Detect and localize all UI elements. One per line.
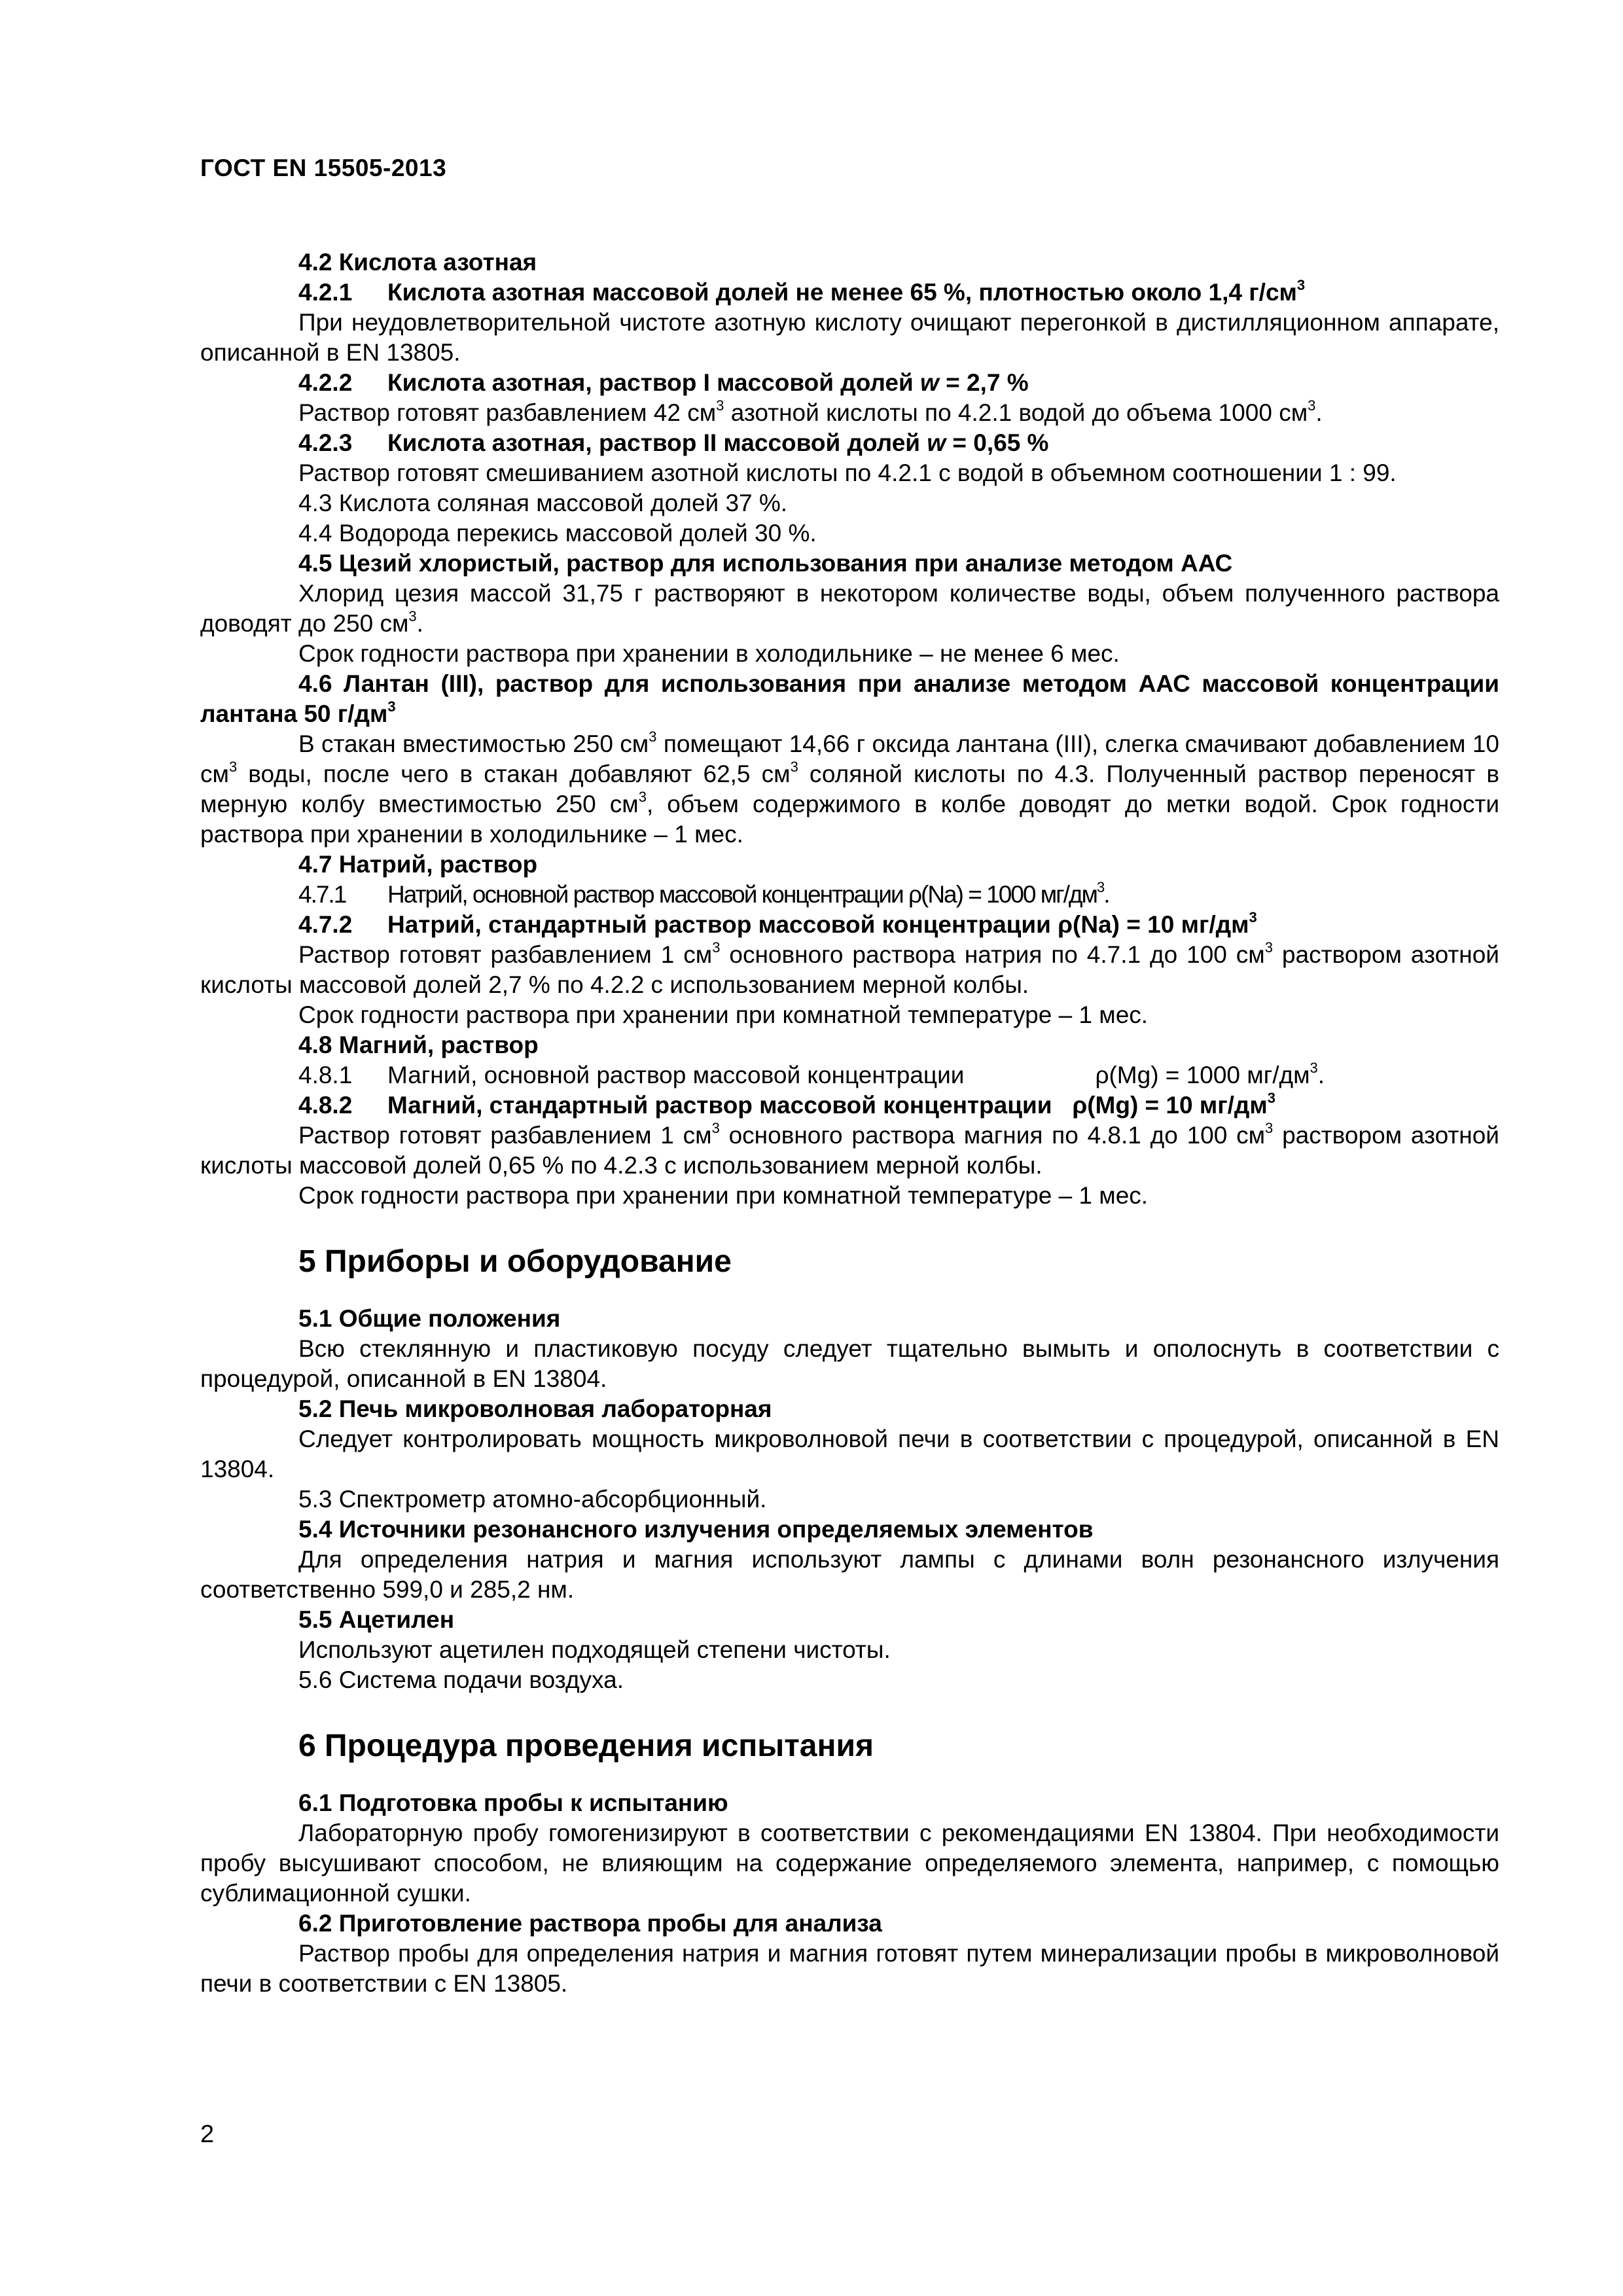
superscript: 3	[649, 728, 657, 745]
text: , объем содержимого в колбе доводят до метки водой. Срок годности раствора при хранении в холодильнике – 1 мес.	[200, 791, 1499, 848]
page-number: 2	[200, 2121, 215, 2148]
paragraph-4-5	[200, 579, 1499, 639]
superscript: 3	[1264, 939, 1273, 956]
text: Раствор готовят разбавлением 1 см	[298, 941, 713, 968]
paragraph-4-2-3: Раствор готовят смешиванием азотной кислоты по 4.2.1 с водой в объемном соотношении 1 : 99.	[298, 459, 1397, 486]
section-number: 4.2.3	[298, 429, 353, 456]
paragraph-4-8-1	[200, 1060, 1499, 1090]
heading-6-1: 6.1 Подготовка пробы к испытанию	[298, 1789, 728, 1816]
paragraph-5-4: Для определения натрия и магния используют лампы с длинами волн резонансного излучения соответственно 599,0 и 285,2 нм.	[200, 1546, 1499, 1603]
heading-4-8-2	[200, 1090, 1499, 1121]
paragraph-4-4: 4.4 Водорода перекись массовой долей 30 %.	[298, 520, 817, 547]
paragraph-5-6: 5.6 Система подачи воздуха.	[298, 1666, 624, 1693]
text: основного раствора магния по 4.8.1 до 100 см	[719, 1122, 1266, 1149]
paragraph-4-6	[200, 729, 1499, 850]
paragraph-4-8-2	[200, 1121, 1499, 1181]
heading-4-2-3	[200, 428, 1499, 458]
paragraph-4-7-2	[200, 940, 1499, 1000]
paragraph-5-1: Всю стеклянную и пластиковую посуду следует тщательно вымыть и ополоснуть в соответствии с процедурой, описанной в EN 13804.	[200, 1335, 1499, 1392]
paragraph-6-2: Раствор пробы для определения натрия и магния готовят путем минерализации пробы в микроволновой печи в соответствии с EN 13805.	[200, 1940, 1499, 1997]
section-number: 4.8.2	[298, 1092, 353, 1119]
variable-w: w	[920, 369, 939, 396]
heading-text: Натрий, стандартный раствор массовой концентрации ρ(Na) = 10 мг/дм	[387, 911, 1249, 938]
superscript: 3	[1296, 277, 1306, 293]
paragraph-4-5-shelf-life: Срок годности раствора при хранении в холодильнике – не менее 6 мес.	[298, 640, 1120, 667]
paragraph-4-2-1: При неудовлетворительной чистоте азотную кислоту очищают перегонкой в дистилляционном аппарате, описанной в EN 13805.	[200, 309, 1499, 366]
heading-4-8: 4.8 Магний, раствор	[298, 1031, 539, 1058]
page-header-doc-id: ГОСТ EN 15505-2013	[200, 154, 447, 181]
variable-w: w	[927, 429, 946, 456]
text: Раствор готовят разбавлением 1 см	[298, 1122, 712, 1149]
text: В стакан вместимостью 250 см	[298, 730, 649, 757]
text: Хлорид цезия массой 31,75 г растворяют в некотором количестве воды, объем полученного раствора доводят до 250 см	[200, 580, 1499, 637]
text: .	[416, 610, 423, 637]
heading-text: Кислота азотная, раствор II массовой долей	[387, 429, 927, 456]
superscript: 3	[1310, 1060, 1318, 1076]
paragraph-4-8-2-shelf-life: Срок годности раствора при хранении при комнатной температуре – 1 мес.	[298, 1182, 1149, 1209]
superscript: 3	[1265, 1120, 1274, 1136]
superscript: 3	[1096, 879, 1104, 895]
superscript: 3	[790, 759, 798, 775]
text: Раствор готовят разбавлением 42 см	[298, 399, 717, 426]
superscript: 3	[408, 608, 417, 624]
heading-4-7-2	[200, 910, 1499, 940]
heading-5-1: 5.1 Общие положения	[298, 1305, 561, 1332]
heading-5-2: 5.2 Печь микроволновая лабораторная	[298, 1395, 772, 1422]
heading-text: = 2,7 %	[938, 369, 1029, 396]
section-number: 4.2.2	[298, 369, 353, 396]
heading-4-2-2	[200, 368, 1499, 398]
text: соляной кислоты по 4.3. Полученный раствор переносят в мерную колбу вместимостью 250 см	[200, 761, 1500, 817]
text: .	[1317, 1062, 1325, 1088]
superscript: 3	[638, 789, 647, 805]
text: помещают 14,66 г оксида лантана (III), слегка смачивают добавлением 10 см	[200, 730, 1499, 787]
heading-5-4: 5.4 Источники резонансного излучения определяемых элементов	[298, 1516, 1094, 1543]
paragraph-4-7-1	[200, 880, 1499, 910]
paragraph-6-1: Лабораторную пробу гомогенизируют в соответствии с рекомендациями EN 13804. При необходимости пробу высушивают способом, не влияющим на содержание определяемого элемента, например, с помощью сублимационной сушки.	[200, 1820, 1499, 1907]
text: ρ(Mg) = 1000 мг/дм	[1095, 1062, 1310, 1088]
section-number: 4.8.1	[298, 1062, 353, 1088]
paragraph-4-2-2	[200, 398, 1499, 428]
text: .	[1315, 399, 1323, 426]
heading-4-7: 4.7 Натрий, раствор	[298, 851, 538, 878]
superscript: 3	[1249, 909, 1257, 925]
heading-text: Магний, стандартный раствор массовой концентрации	[387, 1092, 1052, 1119]
paragraph-4-3: 4.3 Кислота соляная массовой долей 37 %.	[298, 490, 788, 516]
heading-4-2-1	[200, 278, 1499, 308]
text: раствором азотной кислоты массовой долей 2,7 % по 4.2.2 с использованием мерной колбы.	[200, 941, 1499, 998]
heading-6-2: 6.2 Приготовление раствора пробы для анализа	[298, 1910, 882, 1937]
superscript: 3	[1267, 1090, 1276, 1106]
heading-4-2: 4.2 Кислота азотная	[298, 249, 537, 276]
superscript: 3	[387, 698, 396, 715]
paragraph-4-7-2-shelf-life: Срок годности раствора при хранении при комнатной температуре – 1 мес.	[298, 1001, 1149, 1028]
section-number: 4.7.1	[298, 881, 346, 908]
text: Натрий, основной раствор массовой концентрации ρ(Na) = 1000 мг/дм	[387, 881, 1097, 908]
heading-4-5: 4.5 Цезий хлористый, раствор для использования при анализе методом ААС	[298, 550, 1233, 577]
superscript: 3	[712, 939, 721, 956]
heading-text: 4.6 Лантан (III), раствор для использования при анализе методом ААС массовой концентрации лантана 50 г/дм	[200, 670, 1499, 727]
document-body	[200, 247, 1499, 1999]
heading-text: Кислота азотная, раствор I массовой долей	[387, 369, 921, 396]
superscript: 3	[716, 397, 724, 414]
text: воды, после чего в стакан добавляют 62,5 см	[237, 761, 791, 787]
text: основного раствора натрия по 4.7.1 до 100 см	[720, 941, 1265, 968]
paragraph-5-3: 5.3 Спектрометр атомно-абсорбционный.	[298, 1486, 767, 1513]
section-number: 4.2.1	[298, 279, 353, 306]
superscript: 3	[228, 759, 238, 775]
heading-text: ρ(Mg) = 10 мг/дм	[1072, 1092, 1268, 1119]
text: Магний, основной раствор массовой концентрации	[387, 1062, 965, 1088]
heading-text: = 0,65 %	[946, 429, 1049, 456]
heading-section-6: 6 Процедура проведения испытания	[298, 1729, 874, 1763]
heading-text: Кислота азотная массовой долей не менее 65 %, плотностью около 1,4 г/см	[387, 279, 1297, 306]
section-number: 4.7.2	[298, 911, 353, 938]
heading-4-6	[200, 669, 1499, 729]
text: азотной кислоты по 4.2.1 водой до объема 1000 см	[724, 399, 1308, 426]
text: .	[1103, 881, 1109, 908]
paragraph-5-5: Используют ацетилен подходящей степени чистоты.	[298, 1636, 891, 1663]
paragraph-5-2: Следует контролировать мощность микроволновой печи в соответствии с процедурой, описанной в EN 13804.	[200, 1426, 1499, 1482]
superscript: 3	[711, 1120, 720, 1136]
text: раствором азотной кислоты массовой долей 0,65 % по 4.2.3 с использованием мерной колбы.	[200, 1122, 1499, 1179]
heading-5-5: 5.5 Ацетилен	[298, 1606, 455, 1633]
superscript: 3	[1308, 397, 1316, 414]
heading-section-5: 5 Приборы и оборудование	[298, 1244, 732, 1279]
